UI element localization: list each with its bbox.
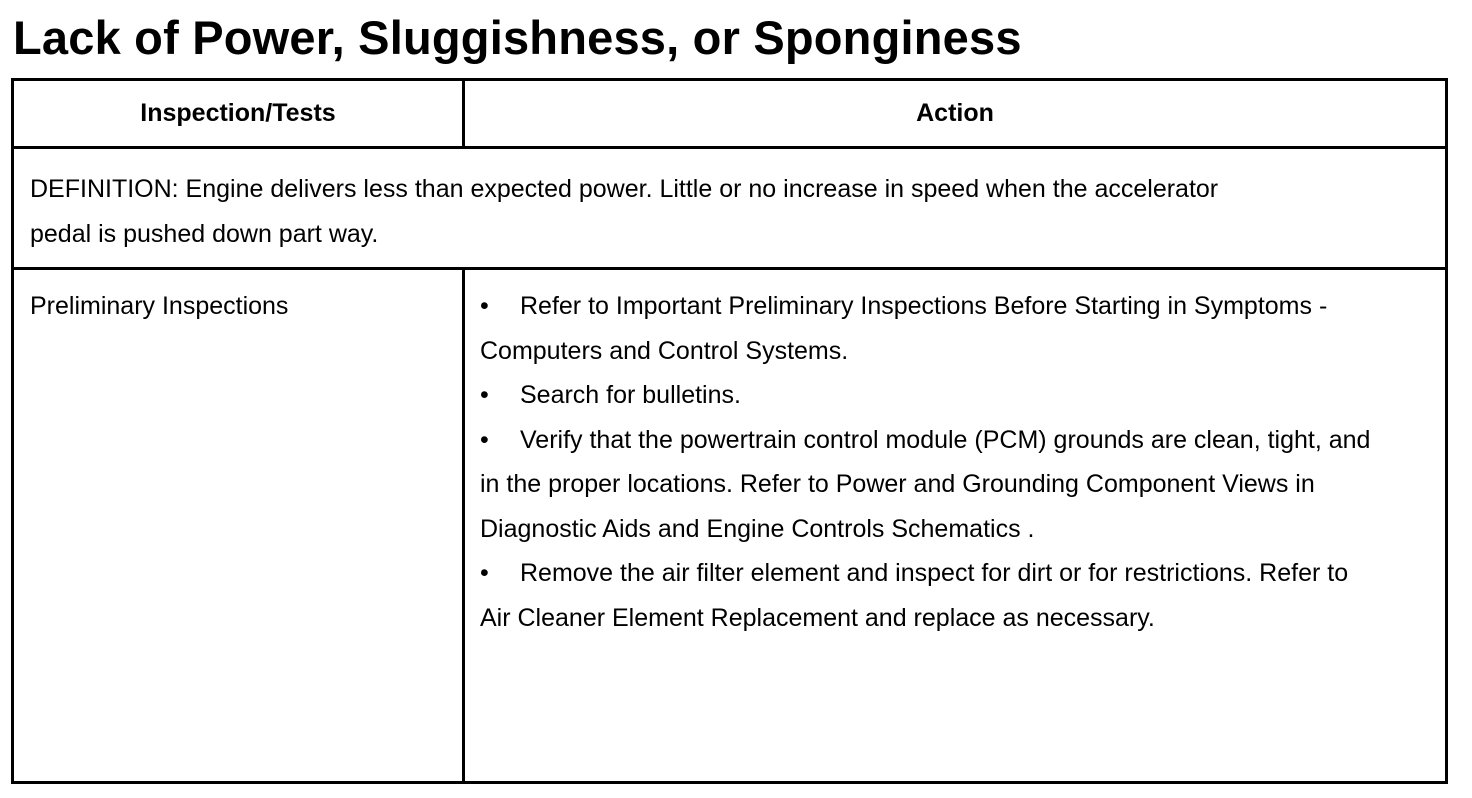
inspection-label: Preliminary Inspections: [30, 292, 289, 320]
header-action: Action: [916, 99, 994, 127]
table-row: [14, 270, 1445, 781]
action-list: [480, 284, 1380, 640]
action-item: [480, 551, 1380, 640]
table-header-row: [14, 81, 1445, 149]
bullet-icon: •: [480, 425, 489, 454]
header-inspection-tests: Inspection/Tests: [140, 99, 336, 127]
action-item-text: Refer to Important Preliminary Inspections Before Starting in Symptoms - Computers and Control Systems.: [480, 292, 1328, 365]
bullet-icon: •: [480, 559, 489, 587]
action-item-text: Search for bulletins.: [520, 381, 741, 409]
action-item-text: Remove the air filter element and inspect for dirt or for restrictions. Refer to Air Cleaner Element Replacement and replace as necessary.: [480, 559, 1349, 632]
action-item-text: Verify that the powertrain control module (PCM) grounds are clean, tight, and in the proper locations. Refer to Power and Grounding Component Views in Diagnostic Aids and Engine Controls Schematics .: [480, 425, 1371, 543]
action-item: [480, 373, 1380, 418]
definition-row: [14, 149, 1445, 270]
column-divider: [462, 270, 465, 781]
action-item: [480, 418, 1380, 552]
diagnostic-table: [11, 78, 1448, 784]
action-item: [480, 284, 1380, 373]
bullet-icon: •: [480, 292, 489, 320]
page-title: Lack of Power, Sluggishness, or Sponginess: [13, 11, 1022, 64]
definition-text: DEFINITION: Engine delivers less than expected power. Little or no increase in speed when the accelerator pedal is pushed down part way.: [30, 175, 1219, 248]
bullet-icon: •: [480, 381, 489, 409]
